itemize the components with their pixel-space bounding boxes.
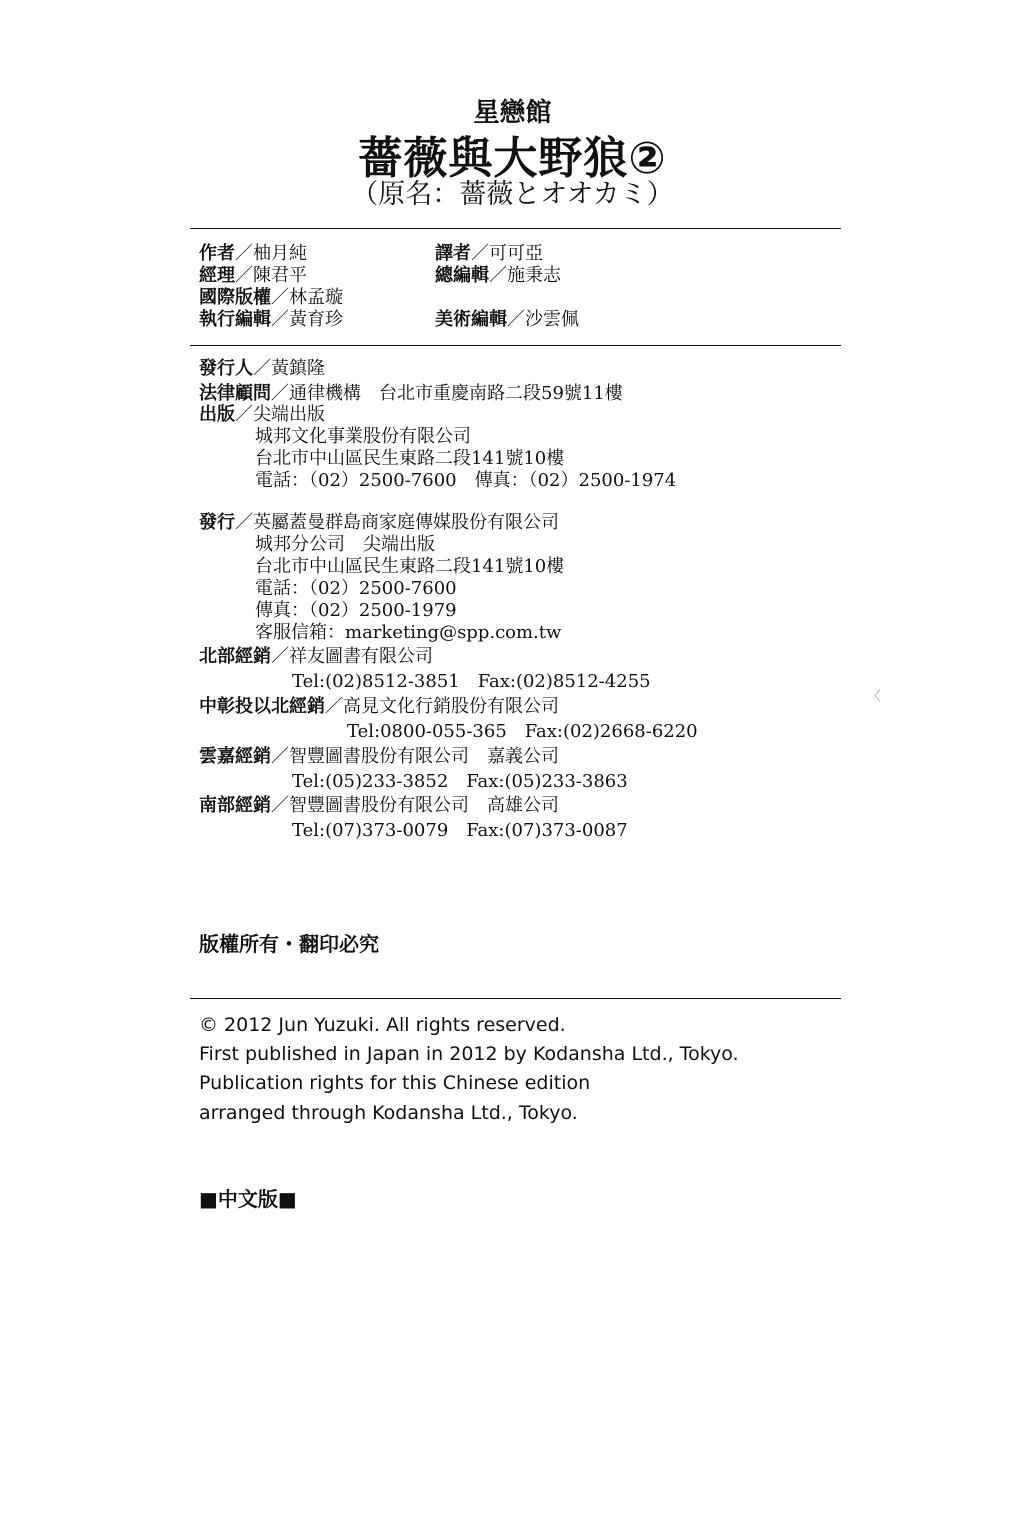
distribution-phone: 電話：（02）2500-7600 xyxy=(255,578,457,599)
slash: ／ xyxy=(235,265,253,286)
north-contact: Tel:(02)8512-3851 Fax:(02)8512-4255 xyxy=(292,671,651,692)
publish-address: 台北市中山區民生東路二段141號10樓 xyxy=(255,448,565,469)
publish-line xyxy=(199,404,325,425)
slash: ／ xyxy=(235,512,253,533)
slash: ／ xyxy=(271,746,289,767)
credit-label: 譯者 xyxy=(435,243,471,264)
publish-label: 出版 xyxy=(199,404,235,425)
south-value: 智豐圖書股份有限公司 高雄公司 xyxy=(289,795,559,816)
credit-author xyxy=(199,243,307,264)
credit-value: 黃育珍 xyxy=(289,309,343,330)
publication-rights-line: Publication rights for this Chinese edition xyxy=(199,1072,591,1094)
credit-value: 柚月純 xyxy=(253,243,307,264)
credit-translator xyxy=(435,243,543,264)
slash: ／ xyxy=(507,309,525,330)
yunjia-value: 智豐圖書股份有限公司 嘉義公司 xyxy=(289,746,559,767)
credit-value: 陳君平 xyxy=(253,265,307,286)
credit-label: 美術編輯 xyxy=(435,309,507,330)
legal-label: 法律顧問 xyxy=(199,383,271,404)
credit-chief-editor xyxy=(435,265,561,286)
divider xyxy=(190,345,841,346)
credit-manager xyxy=(199,265,307,286)
slash: ／ xyxy=(271,383,289,404)
legal-line xyxy=(199,383,623,404)
credit-value: 林孟璇 xyxy=(289,287,343,308)
slash: ／ xyxy=(271,287,289,308)
legal-value: 通律機構 台北市重慶南路二段59號11樓 xyxy=(289,383,623,404)
south-label: 南部經銷 xyxy=(199,795,271,816)
yunjia-label: 雲嘉經銷 xyxy=(199,746,271,767)
central-distributor xyxy=(199,696,559,717)
distribution-fax: 傳真：（02）2500-1979 xyxy=(255,600,457,621)
first-published-line: First published in Japan in 2012 by Kodansha Ltd., Tokyo. xyxy=(199,1043,739,1065)
rights-notice: 版權所有・翻印必究 xyxy=(199,932,379,956)
credit-value: 沙雲佩 xyxy=(525,309,579,330)
credit-label: 執行編輯 xyxy=(199,309,271,330)
slash: ／ xyxy=(489,265,507,286)
publish-company: 城邦文化事業股份有限公司 xyxy=(255,426,471,447)
slash: ／ xyxy=(271,795,289,816)
margin-mark: 〈 xyxy=(867,689,881,705)
publish-phone-fax: 電話：（02）2500-7600 傳真：（02）2500-1974 xyxy=(255,470,677,491)
yunjia-contact: Tel:(05)233-3852 Fax:(05)233-3863 xyxy=(292,771,628,792)
credit-value: 施秉志 xyxy=(507,265,561,286)
south-distributor xyxy=(199,795,559,816)
credit-label: 作者 xyxy=(199,243,235,264)
edition-label: ■中文版■ xyxy=(199,1187,297,1211)
credit-exec-editor xyxy=(199,309,343,330)
arranged-line: arranged through Kodansha Ltd., Tokyo. xyxy=(199,1102,578,1124)
issuer-label: 發行人 xyxy=(199,358,253,379)
central-contact: Tel:0800-055-365 Fax:(02)2668-6220 xyxy=(347,721,698,742)
publish-value: 尖端出版 xyxy=(253,404,325,425)
credit-label: 總編輯 xyxy=(435,265,489,286)
slash: ／ xyxy=(271,309,289,330)
credit-label: 國際版權 xyxy=(199,287,271,308)
credit-value: 可可亞 xyxy=(489,243,543,264)
distribution-address: 台北市中山區民生東路二段141號10樓 xyxy=(255,556,565,577)
distribution-email: 客服信箱：marketing@spp.com.tw xyxy=(255,622,562,643)
series-name: 星戀館 xyxy=(473,98,552,128)
south-contact: Tel:(07)373-0079 Fax:(07)373-0087 xyxy=(292,820,628,841)
original-title: （原名：薔薇とオオカミ） xyxy=(351,179,674,210)
issuer-value: 黃鎮隆 xyxy=(271,358,325,379)
slash: ／ xyxy=(471,243,489,264)
credit-intl-rights xyxy=(199,287,343,308)
credit-art-editor xyxy=(435,309,579,330)
north-label: 北部經銷 xyxy=(199,646,271,667)
distribution-line xyxy=(199,512,559,533)
credit-label: 經理 xyxy=(199,265,235,286)
central-value: 高見文化行銷股份有限公司 xyxy=(343,696,559,717)
yunjia-distributor xyxy=(199,746,559,767)
distribution-value: 英屬蓋曼群島商家庭傳媒股份有限公司 xyxy=(253,512,559,533)
distribution-label: 發行 xyxy=(199,512,235,533)
slash: ／ xyxy=(235,404,253,425)
north-value: 祥友圖書有限公司 xyxy=(289,646,433,667)
north-distributor xyxy=(199,646,433,667)
copyright-line: © 2012 Jun Yuzuki. All rights reserved. xyxy=(199,1014,566,1036)
book-title: 薔薇與大野狼② xyxy=(358,133,667,184)
issuer-line xyxy=(199,358,325,379)
slash: ／ xyxy=(325,696,343,717)
divider xyxy=(190,998,841,999)
central-label: 中彰投以北經銷 xyxy=(199,696,325,717)
slash: ／ xyxy=(253,358,271,379)
distribution-branch: 城邦分公司 尖端出版 xyxy=(255,534,435,555)
divider xyxy=(190,228,841,229)
slash: ／ xyxy=(235,243,253,264)
slash: ／ xyxy=(271,646,289,667)
